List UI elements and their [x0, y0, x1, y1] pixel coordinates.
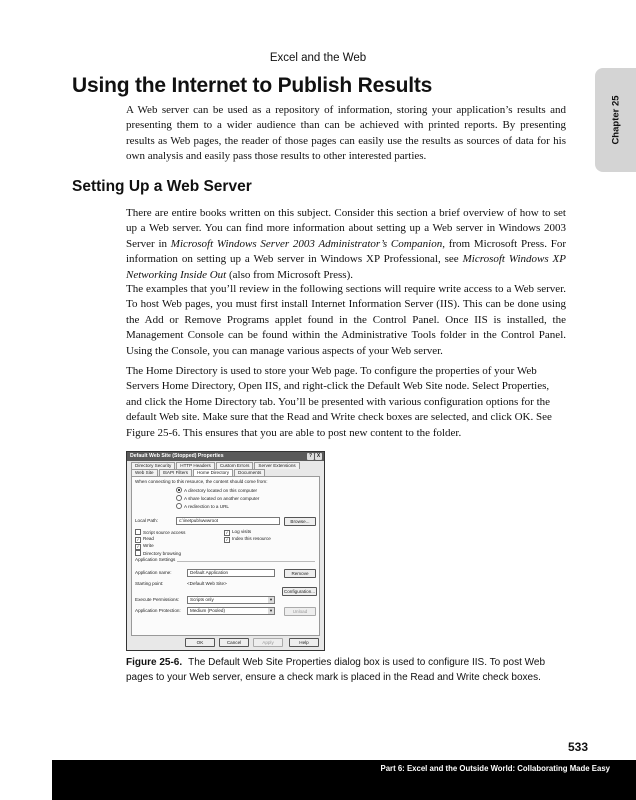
tab-home-directory[interactable]: Home Directory [193, 469, 233, 476]
checkbox-directory-browsing[interactable]: Directory browsing [135, 550, 181, 556]
dialog-title: Default Web Site (Stopped) Properties [130, 453, 224, 459]
execute-permissions-label: Execute Permissions: [135, 597, 180, 602]
tab-isapi-filters[interactable]: ISAPI Filters [159, 469, 193, 476]
body-paragraph-3: The examples that you’ll review in the following sections will require write access to a Web server. To host Web pages, you must first install Internet Information Server (IIS). This can be done using the Add or Remove Programs applet found in the Control Panel. Once IIS is installed, the Management Console can be found within the Administrative Tools folder in the Control Panel. Using the Console, you can manage various aspects of your Web server. [126, 283, 566, 357]
figure-dialog-screenshot [126, 451, 325, 651]
radio-share[interactable]: A share located on another computer [176, 495, 259, 501]
checkbox-read[interactable]: ✓ Read [135, 536, 154, 543]
checkbox-write[interactable]: ✓ Write [135, 543, 154, 550]
ok-button[interactable]: OK [185, 638, 215, 647]
chapter-tab [595, 68, 636, 172]
app-protection-select[interactable]: Medium (Pooled) ▾ [187, 607, 275, 615]
starting-point-label: Starting point: [135, 581, 164, 586]
paragraph-2-text-c: (also from Microsoft Press). [226, 268, 354, 281]
figure-label: Figure 25-6. [126, 657, 183, 668]
figure-caption [126, 656, 546, 685]
tab-custom-errors[interactable]: Custom Errors [216, 462, 254, 469]
radio-local-directory[interactable]: A directory located on this computer [176, 487, 257, 493]
body-paragraph-2 [126, 206, 566, 283]
checkbox-log-visits[interactable]: ✓ Log visits [224, 529, 251, 536]
connect-prompt: When connecting to this resource, the content should come from: [135, 479, 268, 484]
body-paragraph-4: The Home Directory is used to store your Web page. To configure the properties of your Web Servers Home Directory, Open IIS, and right-click the Default Web Site node. Select Properties, and click the Home Directory tab. You’ll be presented with various configuration options for the default Web site. Make sure that the Read and Write check boxes are selected, and click OK. See Figure 25-6. This ensures that you are able to post new content to the folder. [126, 365, 552, 439]
app-protection-label: Application Protection: [135, 608, 181, 613]
browse-button[interactable]: Browse... [284, 517, 316, 526]
local-path-field[interactable]: c:\inetpub\wwwroot [176, 517, 280, 525]
tab-row-top [131, 462, 301, 469]
subsection-heading: Setting Up a Web Server [72, 178, 252, 195]
app-settings-label: Application Settings [135, 557, 176, 562]
checkbox-script-source[interactable]: Script source access [135, 529, 185, 535]
dialog-title-bar [127, 452, 324, 461]
tab-server-extensions[interactable]: Server Extensions [254, 462, 299, 469]
help-button[interactable]: Help [289, 638, 319, 647]
close-icon[interactable]: X [316, 453, 321, 459]
footer-bar [52, 760, 636, 800]
configuration-button[interactable]: Configuration... [283, 589, 316, 594]
help-icon[interactable]: ? [308, 453, 313, 459]
tab-documents[interactable]: Documents [234, 469, 265, 476]
radio-redirect-url[interactable]: A redirection to a URL [176, 503, 229, 509]
tab-row-bottom [131, 469, 266, 476]
running-head: Excel and the Web [269, 52, 367, 64]
body-paragraph-1: A Web server can be used as a repository of information, storing your application’s results and presenting them to a wider audience than can be achieved with printed reports. By presenting results as Web pages, the reader of those pages can easily use the results as sources of data for his own analysis and easily pass those results to other interested parties. [126, 104, 566, 163]
book-title-2: Microsoft Windows XP Networking Inside Out [126, 253, 566, 281]
book-title-1: Microsoft Windows Server 2003 Administrator’s Companion [170, 237, 443, 250]
page-number: 533 [568, 740, 589, 754]
tab-http-headers[interactable]: HTTP Headers [176, 462, 215, 469]
cancel-button[interactable]: Cancel [219, 638, 249, 647]
section-heading: Using the Internet to Publish Results [72, 74, 433, 97]
remove-button[interactable]: Remove [284, 569, 316, 578]
tab-web-site[interactable]: Web Site [131, 469, 158, 476]
paragraph-2-text-a: There are entire books written on this subject. Consider this section a brief overview of how to set up a Web server. You can find more information about setting up a Web server in Windows 2003 Server in [126, 207, 566, 250]
chapter-tab-label: Chapter 25 [610, 95, 621, 145]
execute-permissions-select[interactable]: Scripts only ▾ [187, 596, 275, 604]
starting-point-value: <Default Web Site> [187, 581, 227, 586]
app-name-field[interactable]: Default Application [187, 569, 275, 577]
unload-button[interactable]: Unload [284, 607, 316, 616]
local-path-label: Local Path: [135, 518, 158, 523]
app-name-label: Application name: [135, 570, 172, 575]
checkbox-index-resource[interactable]: ✓ Index this resource [224, 536, 271, 543]
figure-caption-text: The Default Web Site Properties dialog box is used to configure IIS. To post Web pages to your Web server, ensure a check mark is placed in the Read and Write check boxes. [126, 657, 546, 683]
tab-directory-security[interactable]: Directory Security [131, 462, 175, 469]
home-directory-panel [131, 476, 320, 636]
apply-button[interactable]: Apply [253, 638, 283, 647]
paragraph-2-text-b: , from Microsoft Press. For information on setting up a Web server in Windows XP Professional, see [126, 237, 567, 266]
footer-text: Part 6: Excel and the Outside World: Collaborating Made Easy [380, 764, 610, 773]
